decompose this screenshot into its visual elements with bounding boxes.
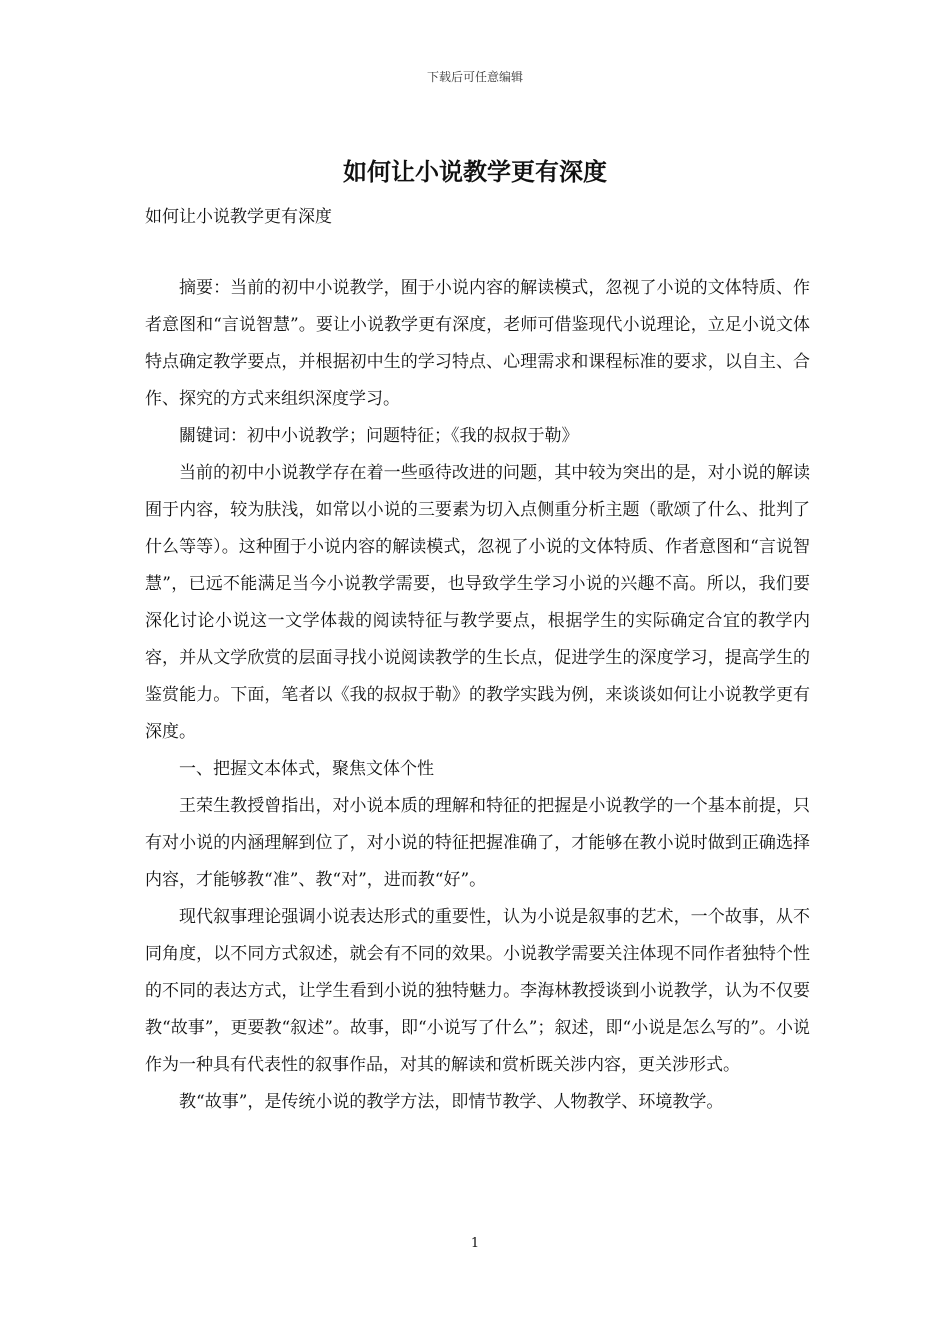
body-paragraph: 当前的初中小说教学存在着一些亟待改进的问题，其中较为突出的是，对小说的解读囿于内容，较为肤浅，如常以小说的三要素为切入点侧重分析主题（歌颂了什么、批判了什么等等）。这种囿于小说内容的解读模式，忽视了小说的文体特质、作者意图和“言说智慧”，已远不能满足当今小说教学需要，也导致学生学习小说的兴趣不高。所以，我们要深化讨论小说这一文学体裁的阅读特征与教学要点，根据学生的实际确定合宜的教学内容，并从文学欣赏的层面寻找小说阅读教学的生长点，促进学生的深度学习，提高学生的鉴赏能力。下面，笔者以《我的叔叔于勒》的教学实践为例，来谈谈如何让小说教学更有深度。 bbox=[145, 463, 810, 742]
keywords-paragraph: 關键词：初中小说教学；问题特征；《我的叔叔于勒》 bbox=[179, 426, 579, 446]
body-paragraph: 现代叙事理论强调小说表达形式的重要性，认为小说是叙事的艺术，一个故事，从不同角度，以不同方式叙述，就会有不同的效果。小说教学需要关注体现不同作者独特个性的不同的表达方式，让学生看到小说的独特魅力。李海林教授谈到小说教学，认为不仅要教“故事”，更要教“叙述”。故事，即“小说写了什么”；叙述，即“小说是怎么写的”。小说作为一种具有代表性的叙事作品，对其的解读和赏析既关涉内容，更关涉形式。 bbox=[145, 907, 810, 1075]
document-title: 如何让小说教学更有深度 bbox=[343, 157, 607, 186]
body-paragraph: 王荣生教授曾指出，对小说本质的理解和特征的把握是小说教学的一个基本前提，只有对小说的内涵理解到位了，对小说的特征把握准确了，才能够在教小说时做到正确选择内容，才能够教“准”、教“对”，进而教“好”。 bbox=[145, 796, 810, 890]
document-subtitle: 如何让小说教学更有深度 bbox=[145, 207, 332, 227]
body-paragraph: 教“故事”，是传统小说的教学方法，即情节教学、人物教学、环境教学。 bbox=[179, 1092, 724, 1112]
body-text bbox=[145, 270, 810, 1121]
page-number: 1 bbox=[470, 1236, 480, 1251]
abstract-paragraph: 摘要：当前的初中小说教学，囿于小说内容的解读模式，忽视了小说的文体特质、作者意图和“言说智慧”。要让小说教学更有深度，老师可借鉴现代小说理论，立足小说文体特点确定教学要点，并根据初中生的学习特点、心理需求和课程标准的要求，以自主、合作、探究的方式来组织深度学习。 bbox=[145, 278, 810, 409]
header-note: 下载后可任意编辑 bbox=[426, 70, 523, 84]
section-heading: 一、把握文本体式，聚焦文体个性 bbox=[179, 759, 434, 779]
